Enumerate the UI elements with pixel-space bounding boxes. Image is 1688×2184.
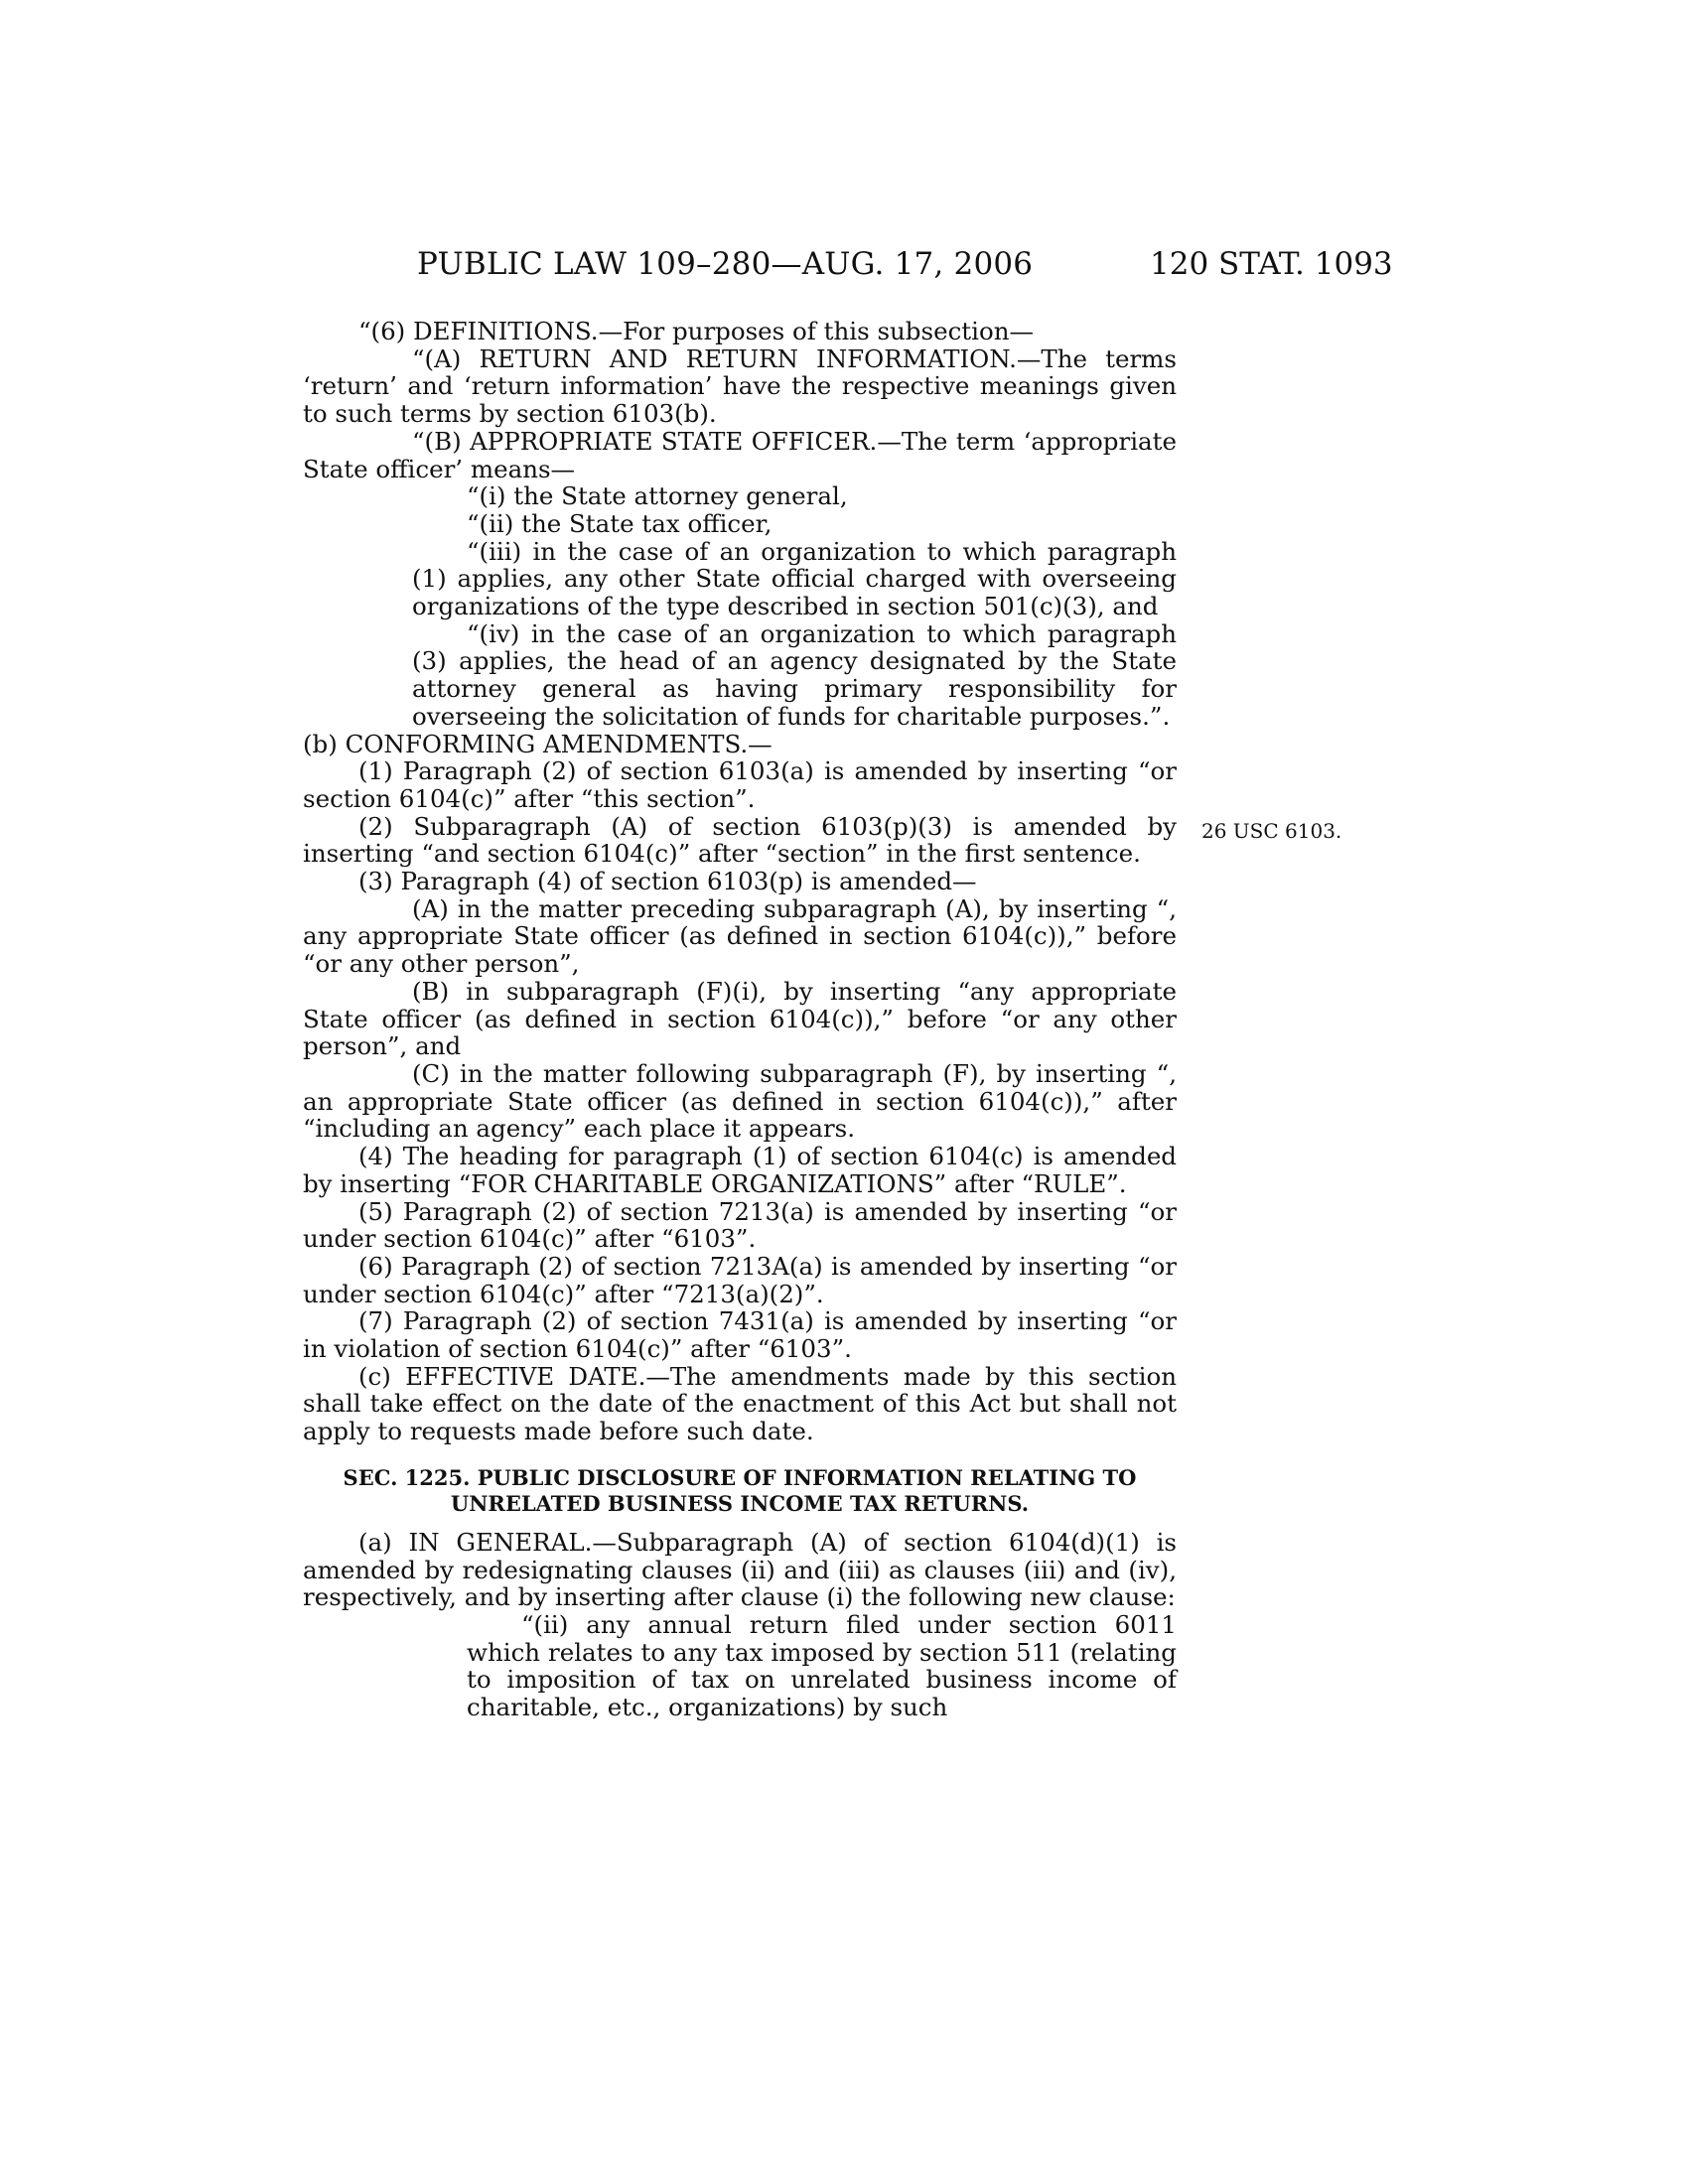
- section-heading: SEC. 1225. PUBLIC DISCLOSURE OF INFORMATION RELATING TO UNRELATED BUSINESS INCOME TAX RETURNS.: [343, 1464, 1137, 1516]
- amendment-4: (4) The heading for paragraph (1) of section 6104(c) is amended by inserting “FOR CHARITABLE ORGANIZATIONS” after “RULE”.: [303, 1142, 1177, 1198]
- amendment-7: (7) Paragraph (2) of section 7431(a) is amended by inserting “or in violation of section 6104(c)” after “6103”.: [303, 1306, 1177, 1364]
- effective-date-paragraph: (c) EFFECTIVE DATE.—The amendments made by this section shall take effect on the date of the enactment of this Act but shall not apply to requests made before such date.: [303, 1361, 1177, 1446]
- amendment-5: (5) Paragraph (2) of section 7213(a) is amended by inserting “or under section 6104(c)” after “6103”.: [303, 1196, 1177, 1254]
- conforming-amendments-heading: (b) CONFORMING AMENDMENTS.—: [303, 729, 773, 758]
- clause-i: “(i) the State attorney general,: [467, 481, 848, 511]
- page-citation: 120 STAT. 1093: [1150, 246, 1393, 282]
- margin-citation: 26 USC 6103.: [1201, 819, 1342, 843]
- amendment-3-a: (A) in the matter preceding subparagraph (A), by inserting “, any appropriate State officer (as defined in section 6104(c)),” before “or any other person”,: [303, 893, 1177, 979]
- document-body: [303, 318, 1177, 1721]
- amendment-3-c: (C) in the matter following subparagraph (F), by inserting “, an appropriate State officer (as defined in section 6104(c)),” after “including an agency” each place it appears.: [303, 1058, 1177, 1144]
- amendment-1: (1) Paragraph (2) of section 6103(a) is amended by inserting “or section 6104(c)” after “this section”.: [303, 756, 1177, 813]
- clause-iv: “(iv) in the case of an organization to which paragraph (3) applies, the head of an agency designated by the State attorney general as having primary responsibility for overseeing the solicitation of funds for charitable purposes.”.: [412, 618, 1177, 731]
- new-clause-ii: “(ii) any annual return filed under section 6011 which relates to any tax imposed by section 511 (relating to imposition of tax on unrelated business income of charitable, etc., organizations) by such: [467, 1609, 1177, 1722]
- amendment-2: (2) Subparagraph (A) of section 6103(p)(3) is amended by inserting “and section 6104(c)” after “section” in the first sentence.: [303, 811, 1177, 869]
- definitions-paragraph: “(6) DEFINITIONS.—For purposes of this subsection—: [358, 317, 1034, 345]
- amendment-3: (3) Paragraph (4) of section 6103(p) is amended—: [358, 867, 977, 896]
- clause-ii: “(ii) the State tax officer,: [467, 508, 773, 538]
- running-header: PUBLIC LAW 109–280—AUG. 17, 2006: [417, 246, 1034, 282]
- subparagraph-b: “(B) APPROPRIATE STATE OFFICER.—The term ‘appropriate State officer’ means—: [303, 426, 1177, 483]
- in-general-paragraph: (a) IN GENERAL.—Subparagraph (A) of section 6104(d)(1) is amended by redesignating clauses (ii) and (iii) as clauses (iii) and (iv), respectively, and by inserting after clause (i) the following new clause:: [303, 1527, 1177, 1612]
- amendment-3-b: (B) in subparagraph (F)(i), by inserting “any appropriate State officer (as defined in section 6104(c)),” before “or any other person”, and: [303, 976, 1177, 1061]
- amendment-6: (6) Paragraph (2) of section 7213A(a) is amended by inserting “or under section 6104(c)” after “7213(a)(2)”.: [303, 1251, 1177, 1308]
- clause-iii: “(iii) in the case of an organization to which paragraph (1) applies, any other State official charged with overseeing organizations of the type described in section 501(c)(3), and: [412, 536, 1177, 621]
- subparagraph-a: “(A) RETURN AND RETURN INFORMATION.—The terms ‘return’ and ‘return information’ have the respective meanings given to such terms by section 6103(b).: [303, 343, 1177, 429]
